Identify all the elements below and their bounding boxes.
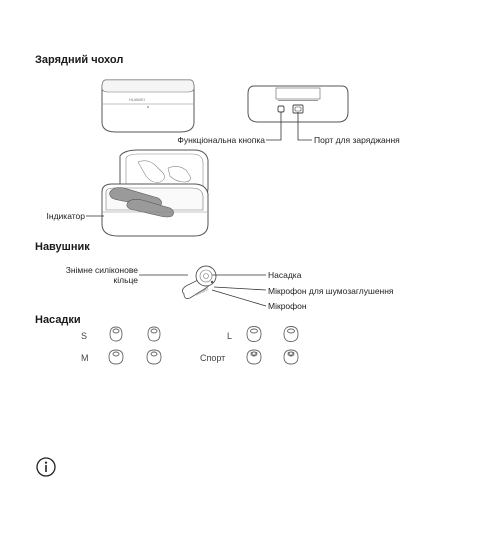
mic-label: Мікрофон <box>268 301 307 311</box>
indicator-label: Індикатор <box>46 211 85 221</box>
ear-tip-label: Насадка <box>268 270 302 280</box>
earbud-brand-text: HUAWEI <box>194 287 210 297</box>
ear-tip-m-1 <box>108 349 124 365</box>
ear-tip-s-1 <box>108 326 124 342</box>
silicone-ring-label-line1: Знімне силіконове <box>65 265 138 275</box>
info-icon <box>36 457 56 477</box>
ear-tip-sport-2 <box>283 349 299 365</box>
tip-size-m: M <box>81 353 89 363</box>
charging-port-label: Порт для заряджання <box>314 135 400 145</box>
function-button-label: Функціональна кнопка <box>177 135 265 145</box>
noise-mic-label: Мікрофон для шумозаглушення <box>268 286 394 296</box>
tip-size-l: L <box>227 331 233 341</box>
case-heading: Зарядний чохол <box>35 54 124 66</box>
tip-size-sport: Спорт <box>200 353 226 363</box>
ear-tip-sport-1 <box>246 349 262 365</box>
silicone-ring-label <box>66 265 138 285</box>
ear-tip-l-2 <box>283 326 299 342</box>
ear-tip-l-1 <box>246 326 262 342</box>
earbud-heading: Навушник <box>35 241 90 253</box>
case-brand-text: HUAWEI <box>129 97 145 102</box>
silicone-ring-label-line2: кільце <box>113 275 138 285</box>
tips-heading: Насадки <box>35 314 81 326</box>
tip-size-s: S <box>81 331 88 341</box>
ear-tip-m-2 <box>146 349 162 365</box>
ear-tip-s-2 <box>146 326 162 342</box>
